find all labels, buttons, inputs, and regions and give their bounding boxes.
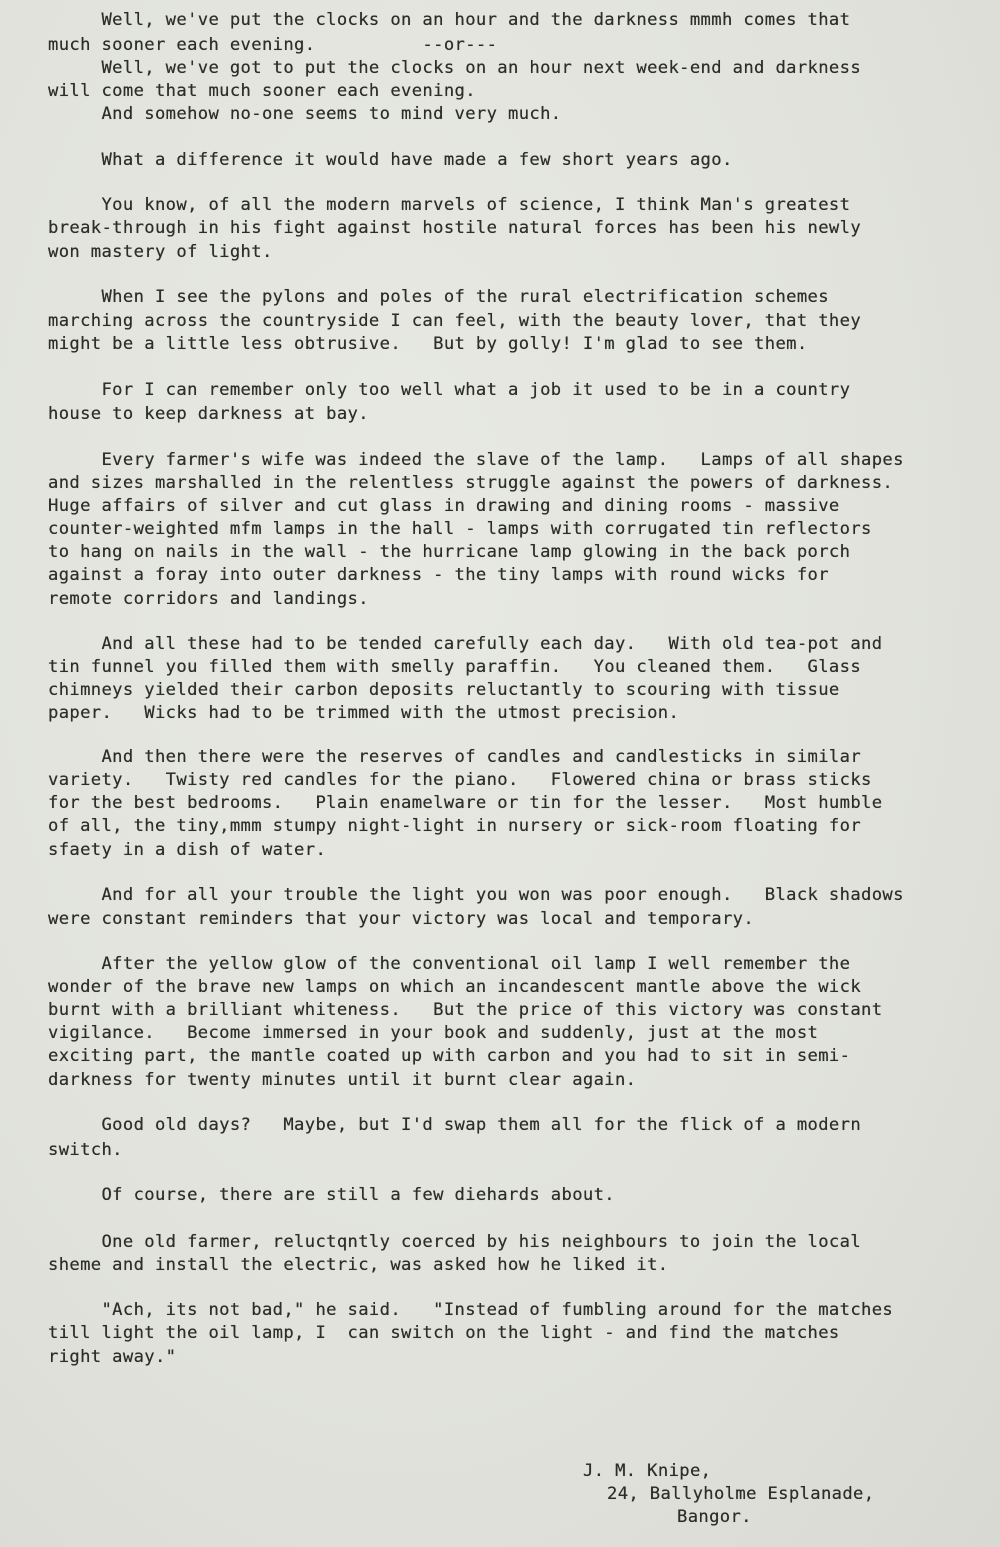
text-line: And all these had to be tended carefully each day. With old tea-pot and	[48, 634, 883, 654]
signature-address: 24, Ballyholme Esplanade,	[607, 1484, 875, 1504]
text-line: marching across the countryside I can feel, with the beauty lover, that they	[48, 311, 862, 331]
text-line: And then there were the reserves of candles and candlesticks in similar	[48, 747, 862, 767]
text-line: against a foray into outer darkness - the tiny lamps with round wicks for	[48, 565, 829, 585]
text-line: and sizes marshalled in the relentless struggle against the powers of darkness.	[48, 473, 894, 493]
text-line: Well, we've put the clocks on an hour and the darkness mmmh comes that	[48, 10, 851, 30]
text-line: much sooner each evening. --or---	[48, 35, 498, 55]
text-line: were constant reminders that your victory was local and temporary.	[48, 909, 755, 929]
text-line: After the yellow glow of the conventional oil lamp I well remember the	[48, 954, 851, 974]
text-line: right away."	[48, 1347, 177, 1367]
text-line: break-through in his fight against hostile natural forces has been his newly	[48, 218, 862, 238]
text-line: remote corridors and landings.	[48, 589, 369, 609]
text-line: Huge affairs of silver and cut glass in drawing and dining rooms - massive	[48, 496, 840, 516]
text-line: chimneys yielded their carbon deposits reluctantly to scouring with tissue	[48, 680, 840, 700]
text-line: darkness for twenty minutes until it burnt clear again.	[48, 1070, 637, 1090]
text-line: Good old days? Maybe, but I'd swap them all for the flick of a modern	[48, 1115, 862, 1135]
signature-town: Bangor.	[677, 1507, 752, 1527]
text-line: For I can remember only too well what a job it used to be in a country	[48, 380, 851, 400]
text-line: switch.	[48, 1140, 123, 1160]
text-line: And somehow no-one seems to mind very much.	[48, 104, 562, 124]
text-line: wonder of the brave new lamps on which an incandescent mantle above the wick	[48, 977, 862, 997]
text-line: Every farmer's wife was indeed the slave of the lamp. Lamps of all shapes	[48, 450, 904, 470]
text-line: What a difference it would have made a few short years ago.	[48, 150, 733, 170]
text-line: burnt with a brilliant whiteness. But the price of this victory was constant	[48, 1000, 883, 1020]
text-line: exciting part, the mantle coated up with carbon and you had to sit in semi-	[48, 1046, 851, 1066]
text-line: won mastery of light.	[48, 242, 273, 262]
text-line: will come that much sooner each evening.	[48, 81, 476, 101]
text-line: Of course, there are still a few diehards about.	[48, 1185, 615, 1205]
text-line: till light the oil lamp, I can switch on the light - and find the matches	[48, 1323, 840, 1343]
text-line: You know, of all the modern marvels of science, I think Man's greatest	[48, 195, 851, 215]
text-line: One old farmer, reluctqntly coerced by his neighbours to join the local	[48, 1232, 862, 1252]
text-line: counter-weighted mfm lamps in the hall - lamps with corrugated tin reflectors	[48, 519, 872, 539]
text-line: sheme and install the electric, was asked how he liked it.	[48, 1255, 669, 1275]
text-line: Well, we've got to put the clocks on an hour next week-end and darkness	[48, 58, 862, 78]
text-line: for the best bedrooms. Plain enamelware or tin for the lesser. Most humble	[48, 793, 883, 813]
text-line: sfaety in a dish of water.	[48, 840, 327, 860]
text-line: "Ach, its not bad," he said. "Instead of fumbling around for the matches	[48, 1300, 894, 1320]
signature-name: J. M. Knipe,	[583, 1461, 712, 1481]
text-line: And for all your trouble the light you won was poor enough. Black shadows	[48, 885, 904, 905]
text-line: of all, the tiny,mmm stumpy night-light in nursery or sick-room floating for	[48, 816, 862, 836]
text-line: variety. Twisty red candles for the piano. Flowered china or brass sticks	[48, 770, 872, 790]
text-line: When I see the pylons and poles of the rural electrification schemes	[48, 287, 829, 307]
text-line: might be a little less obtrusive. But by golly! I'm glad to see them.	[48, 334, 808, 354]
text-line: tin funnel you filled them with smelly paraffin. You cleaned them. Glass	[48, 657, 862, 677]
text-line: vigilance. Become immersed in your book and suddenly, just at the most	[48, 1023, 819, 1043]
text-line: paper. Wicks had to be trimmed with the utmost precision.	[48, 703, 680, 723]
text-line: to hang on nails in the wall - the hurricane lamp glowing in the back porch	[48, 542, 851, 562]
text-line: house to keep darkness at bay.	[48, 404, 369, 424]
